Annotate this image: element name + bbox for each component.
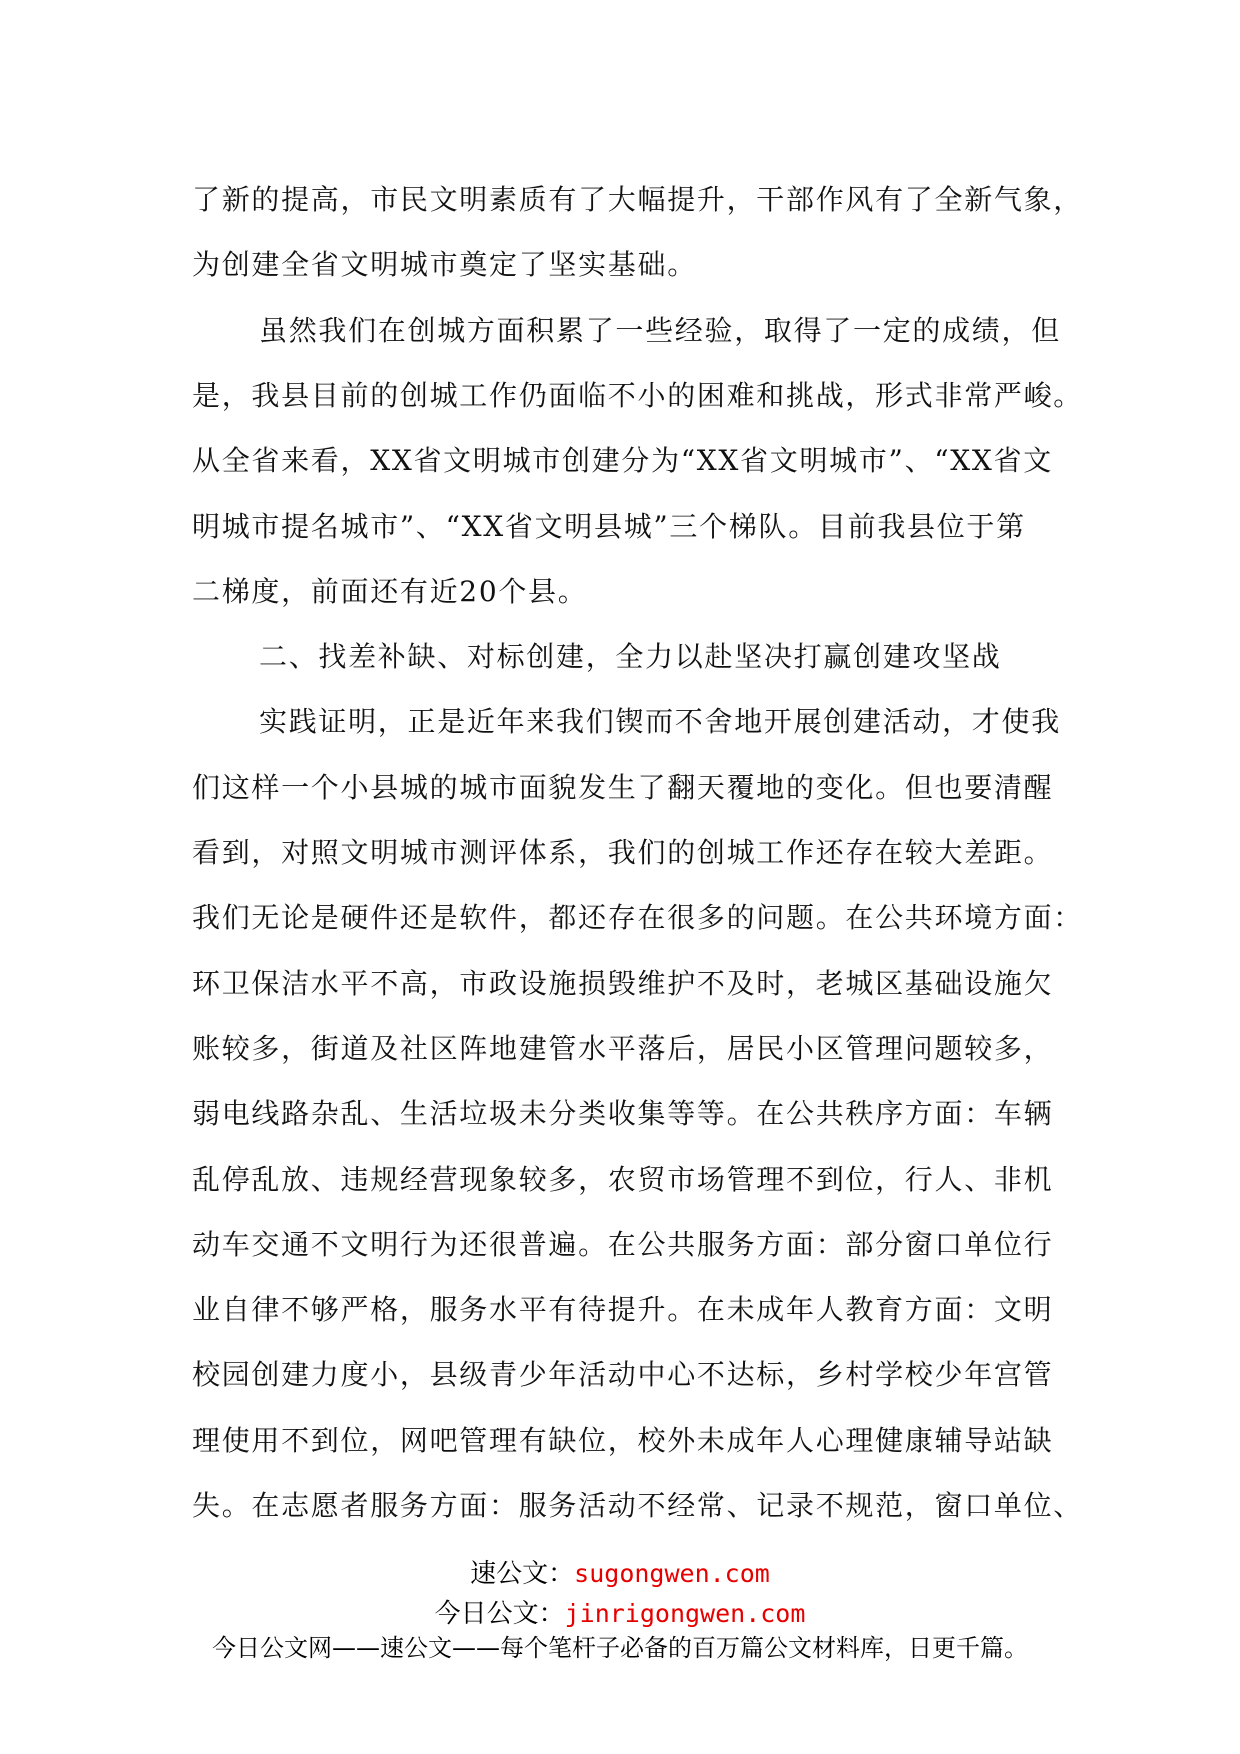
body-line: 为创建全省文明城市奠定了坚实基础。 (192, 248, 697, 281)
body-line: 了新的提高，市民文明素质有了大幅提升，干部作风有了全新气象， (192, 183, 1084, 216)
body-line: 业自律不够严格，服务水平有待提升。在未成年人教育方面：文明 (192, 1293, 1054, 1326)
footer-sugongwen-label: 速公文： (470, 1559, 575, 1589)
body-line: 二梯度，前面还有近20个县。 (192, 575, 588, 608)
jinrigongwen-link[interactable]: jinrigongwen.com (564, 1599, 806, 1628)
body-line: 理使用不到位，网吧管理有缺位，校外未成年人心理健康辅导站缺 (192, 1424, 1054, 1457)
body-line: 弱电线路杂乱、生活垃圾未分类收集等等。在公共秩序方面：车辆 (192, 1097, 1054, 1130)
body-line: 是，我县目前的创城工作仍面临不小的困难和挑战，形式非常严峻。 (192, 379, 1084, 412)
section-heading: 二、找差补缺、对标创建，全力以赴坚决打赢创建攻坚战 (259, 640, 1002, 673)
body-line: 我们无论是硬件还是软件，都还存在很多的问题。在公共环境方面： (192, 901, 1084, 934)
body-line: 动车交通不文明行为还很普遍。在公共服务方面：部分窗口单位行 (192, 1228, 1054, 1261)
footer-sugongwen (0, 1557, 1240, 1591)
body-line: 乱停乱放、违规经营现象较多，农贸市场管理不到位，行人、非机 (192, 1163, 1054, 1196)
footer-jinrigongwen (0, 1597, 1240, 1631)
body-line: 环卫保洁水平不高，市政设施损毁维护不及时，老城区基础设施欠 (192, 967, 1054, 1000)
body-line: 失。在志愿者服务方面：服务活动不经常、记录不规范，窗口单位、 (192, 1489, 1084, 1522)
paragraph-start-line: 实践证明，正是近年来我们锲而不舍地开展创建活动，才使我 (259, 705, 1061, 738)
body-line: 校园创建力度小，县级青少年活动中心不达标，乡村学校少年宫管 (192, 1358, 1054, 1391)
paragraph-start-line: 虽然我们在创城方面积累了一些经验，取得了一定的成绩，但 (259, 314, 1061, 347)
sugongwen-link[interactable]: sugongwen.com (574, 1559, 770, 1588)
body-line: 账较多，街道及社区阵地建管水平落后，居民小区管理问题较多， (192, 1032, 1054, 1065)
footer-tagline: 今日公文网——速公文——每个笔杆子必备的百万篇公文材料库，日更千篇。 (212, 1634, 1028, 1662)
body-line: 们这样一个小县城的城市面貌发生了翻天覆地的变化。但也要清醒 (192, 771, 1054, 804)
body-line: 明城市提名城市”、“XX省文明县城”三个梯队。目前我县位于第 (192, 510, 1026, 543)
body-line: 看到，对照文明城市测评体系，我们的创城工作还存在较大差距。 (192, 836, 1054, 869)
body-line: 从全省来看，XX省文明城市创建分为“XX省文明城市”、“XX省文 (192, 444, 1053, 477)
footer-jinrigongwen-label: 今日公文： (434, 1599, 565, 1629)
